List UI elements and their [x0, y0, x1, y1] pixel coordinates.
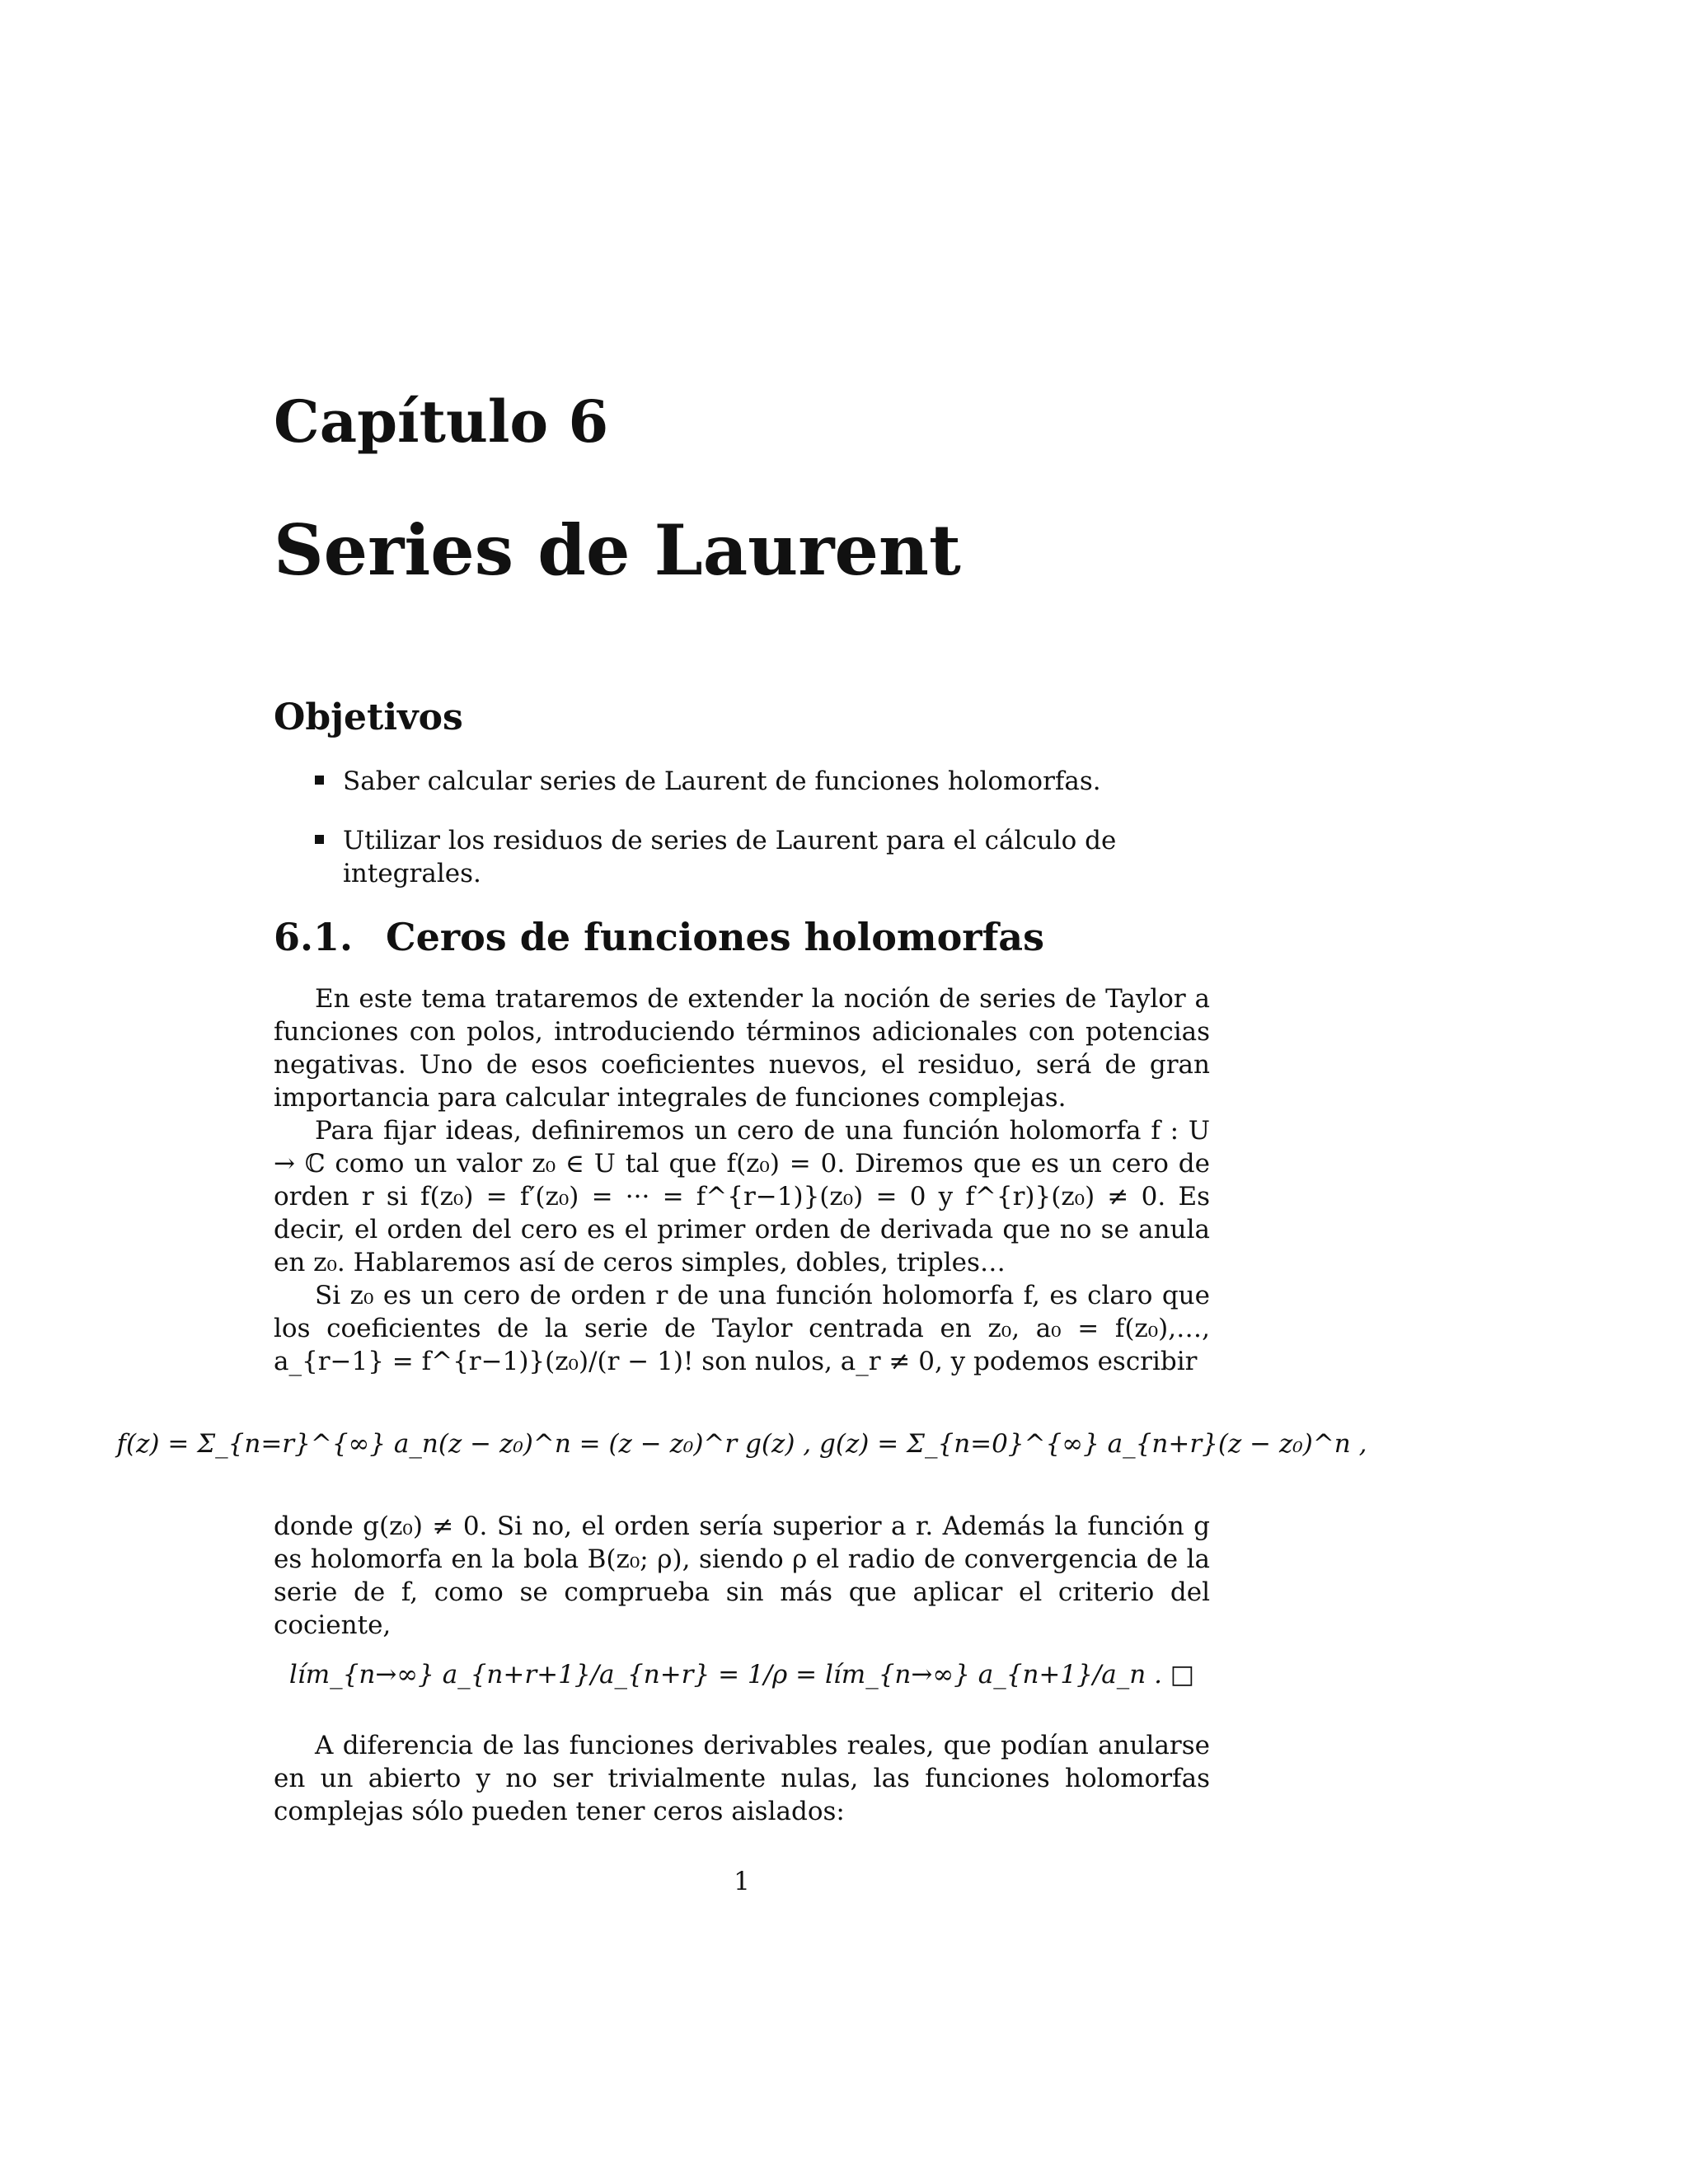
page-number: 1: [734, 1867, 750, 1896]
chapter-title: Series de Laurent: [274, 509, 961, 591]
objectives-heading: Objetivos: [274, 696, 463, 738]
paragraph-quotient: [274, 1510, 1210, 1642]
paragraph-definition: [274, 1114, 1210, 1279]
objective-text: Saber calcular series de Laurent de funciones holomorfas.: [343, 766, 1101, 796]
paragraph-quotient-text: donde g(z₀) ≠ 0. Si no, el orden sería superior a r. Además la función g es holomorfa en la bola B(z₀; ρ), siendo ρ el radio de convergencia de la serie de f, como se comprueba sin más que aplicar el criterio del cociente,: [274, 1511, 1210, 1640]
bullet-square-icon: [315, 835, 324, 844]
paragraph-intro: En este tema trataremos de extender la noción de series de Taylor a funciones con polos, introduciendo términos adicionales con potencias negativas. Uno de esos coeficientes nuevos, el residuo, será de gran importancia para calcular integrales de funciones complejas.: [274, 984, 1210, 1113]
objective-text: Utilizar los residuos de series de Laurent para el cálculo de integrales.: [343, 826, 1117, 888]
equation-limit: [274, 1640, 1210, 1714]
equation-series: [116, 1401, 1367, 1492]
section-heading: [274, 915, 1044, 959]
paragraph-taylor-text: Si z₀ es un cero de orden r de una función holomorfa f, es claro que los coeficientes de la serie de Taylor centrada en z₀, a₀ = f(z₀),…, a_{r−1} = f^{r−1)}(z₀)/(r − 1)! son nulos, a_r ≠ 0, y podemos escribir: [274, 1281, 1210, 1376]
section-number: 6.1.: [274, 915, 354, 959]
equation-series-render: [116, 1401, 1367, 1492]
bullet-square-icon: [315, 776, 324, 785]
equation-limit-render: [274, 1640, 1210, 1714]
paragraph-isolated-zeros: A diferencia de las funciones derivables reales, que podían anularse en un abierto y no ser trivialmente nulas, las funciones holomorfas complejas sólo pueden tener ceros aislados:: [274, 1731, 1210, 1826]
objectives-list: [315, 765, 1210, 916]
list-item: [315, 824, 1210, 890]
list-item: [315, 765, 1210, 798]
chapter-label: Capítulo 6: [274, 387, 609, 456]
section-title: Ceros de funciones holomorfas: [386, 915, 1044, 959]
paragraph-taylor: [274, 1279, 1210, 1378]
equation-series-text: f(z) = Σ_{n=r}^{∞} a_n(z − z₀)^n = (z − z₀)^r g(z) , g(z) = Σ_{n=0}^{∞} a_{n+r}(z − z₀)^n ,: [116, 1429, 1367, 1459]
paragraph-definition-text: Para fijar ideas, definiremos un cero de una función holomorfa f : U → ℂ como un valor z₀ ∈ U tal que f(z₀) = 0. Diremos que es un cero de orden r si f(z₀) = f′(z₀) = ··· = f^{r−1)}(z₀) = 0 y f^{r)}(z₀) ≠ 0. Es decir, el orden del cero es el primer orden de derivada que no se anula en z₀. Hablaremos así de ceros simples, dobles, triples…: [274, 1116, 1210, 1277]
equation-limit-text: lím_{n→∞} a_{n+r+1}/a_{n+r} = 1/ρ = lím_{n→∞} a_{n+1}/a_n . □: [288, 1660, 1195, 1690]
